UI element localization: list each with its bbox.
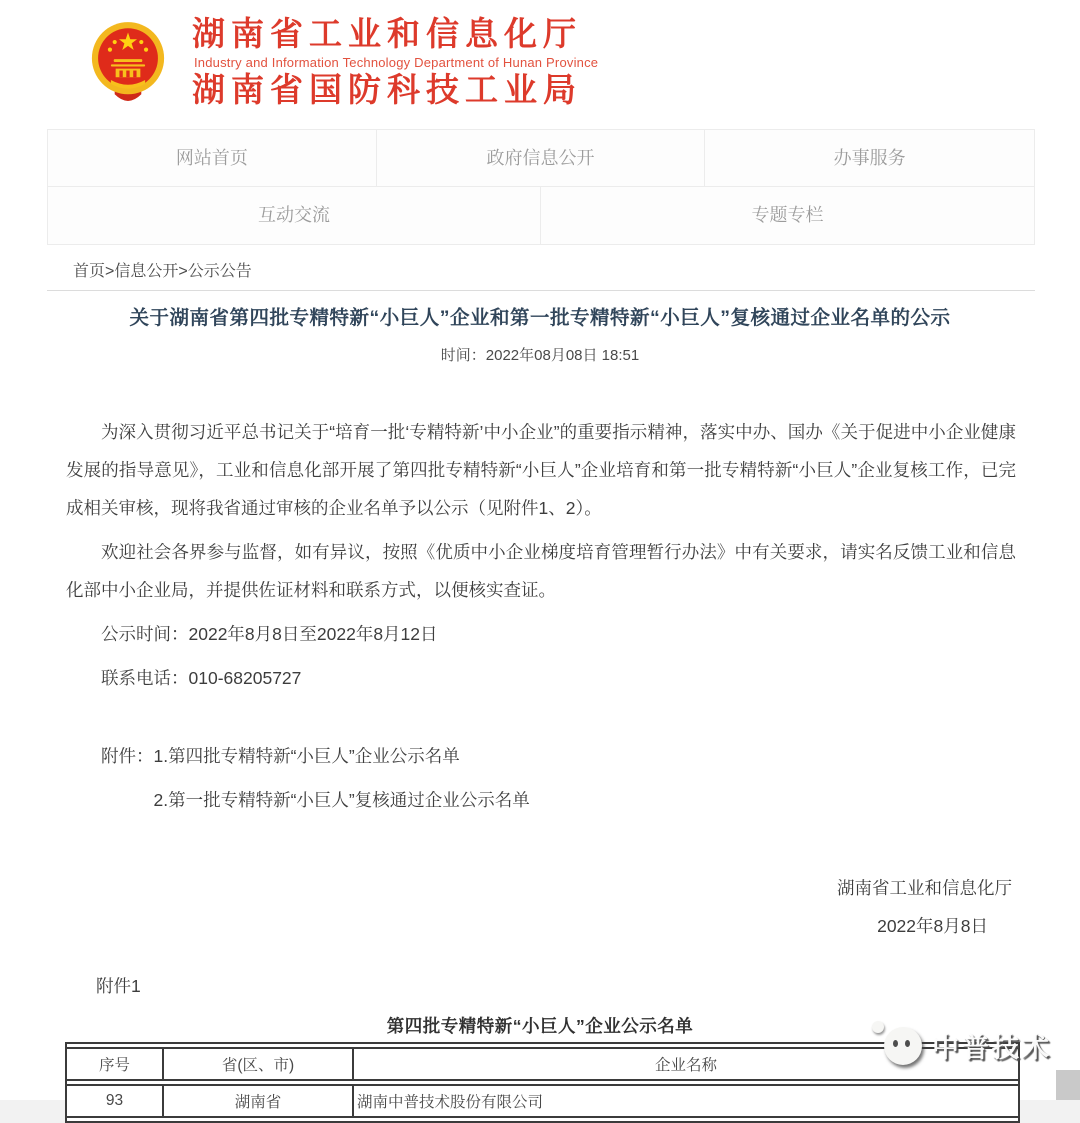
signature-block <box>66 869 1016 945</box>
paragraph-supervision: 欢迎社会各界参与监督，如有异议，按照《优质中小企业梯度培育管理暂行办法》中有关要求，请实名反馈工业和信息化部中小企业局，并提供佐证材料和联系方式，以便核实查证。 <box>66 541 1016 600</box>
publicity-period: 公示时间：2022年8月8日至2022年8月12日 <box>101 623 438 644</box>
org-name-secondary: 湖南省国防科技工业局 <box>192 71 582 109</box>
col-header-index: 序号 <box>67 1047 164 1081</box>
paragraph-intro: 为深入贯彻习近平总书记关于“培育一批‘专精特新’中小企业”的重要指示精神，落实中办、国办《关于促进中小企业健康发展的指导意见》，工业和信息化部开展了第四批专精特新“小巨人”企业培育和第一批专精特新“小巨人”企业复核工作，已完成相关审核，现将我省通过审核的企业名单予以公示（见附件1、2）。 <box>66 421 1016 518</box>
attachments-label: 附件： <box>101 745 154 766</box>
zhongpu-curl-icon <box>872 1021 884 1033</box>
nav-item-interaction[interactable]: 互动交流 <box>48 187 541 244</box>
org-name-primary: 湖南省工业和信息化厅 <box>192 15 582 52</box>
cell-index: 93 <box>67 1084 164 1118</box>
watermark <box>884 1026 1052 1065</box>
nav-item-special-columns[interactable]: 专题专栏 <box>751 204 824 225</box>
attachment-item-1 <box>66 737 1016 775</box>
attachment-1-text: 1.第四批专精特新“小巨人”企业公示名单 <box>153 745 460 766</box>
breadcrumb-bar <box>47 245 1035 291</box>
org-titles <box>192 16 598 109</box>
nav-item-gov-info-disclosure[interactable]: 政府信息公开 <box>377 130 706 187</box>
table-header-row <box>67 1047 1018 1081</box>
contact-phone: 联系电话：010-68205727 <box>101 667 302 688</box>
watermark-text: 中普技术 <box>932 1033 1052 1063</box>
table-row <box>67 1084 1018 1118</box>
nav-row-1 <box>48 130 1034 187</box>
site-header <box>0 0 1080 117</box>
col-header-province: 省(区、市) <box>164 1047 354 1081</box>
article-timestamp: 时间：2022年08月08日 18:51 <box>440 346 640 364</box>
annex-label: 附件1 <box>96 975 141 996</box>
attachment-item-2: 2.第一批专精特新“小巨人”复核通过企业公示名单 <box>153 789 530 810</box>
cell-company: 湖南中普技术股份有限公司 <box>354 1084 1018 1118</box>
org-name-english: Industry and Information Technology Department of Hunan Province <box>194 55 599 71</box>
scrollbar-fragment <box>1056 1070 1080 1100</box>
cell-province: 湖南省 <box>164 1084 354 1118</box>
nav-row-2 <box>48 187 1034 244</box>
main-nav <box>47 129 1035 245</box>
col-header-company: 企业名称 <box>354 1047 1018 1081</box>
national-emblem-icon <box>90 20 166 104</box>
article-body <box>66 413 1016 1005</box>
article-title: 关于湖南省第四批专精特新“小巨人”企业和第一批专精特新“小巨人”复核通过企业名单的公示 <box>129 306 951 329</box>
article <box>0 304 1080 1123</box>
signature-date: 2022年8月8日 <box>877 915 988 936</box>
zhongpu-face-icon <box>884 1027 922 1065</box>
annex-table-title: 第四批专精特新“小巨人”企业公示名单 <box>386 1015 694 1036</box>
nav-item-services[interactable]: 办事服务 <box>705 130 1034 187</box>
signature-org: 湖南省工业和信息化厅 <box>837 877 1012 898</box>
annex-table <box>65 1042 1020 1123</box>
attachments-list <box>66 737 1016 819</box>
breadcrumb[interactable]: 首页>信息公开>公示公告 <box>73 262 252 280</box>
nav-item-home[interactable]: 网站首页 <box>48 130 377 187</box>
